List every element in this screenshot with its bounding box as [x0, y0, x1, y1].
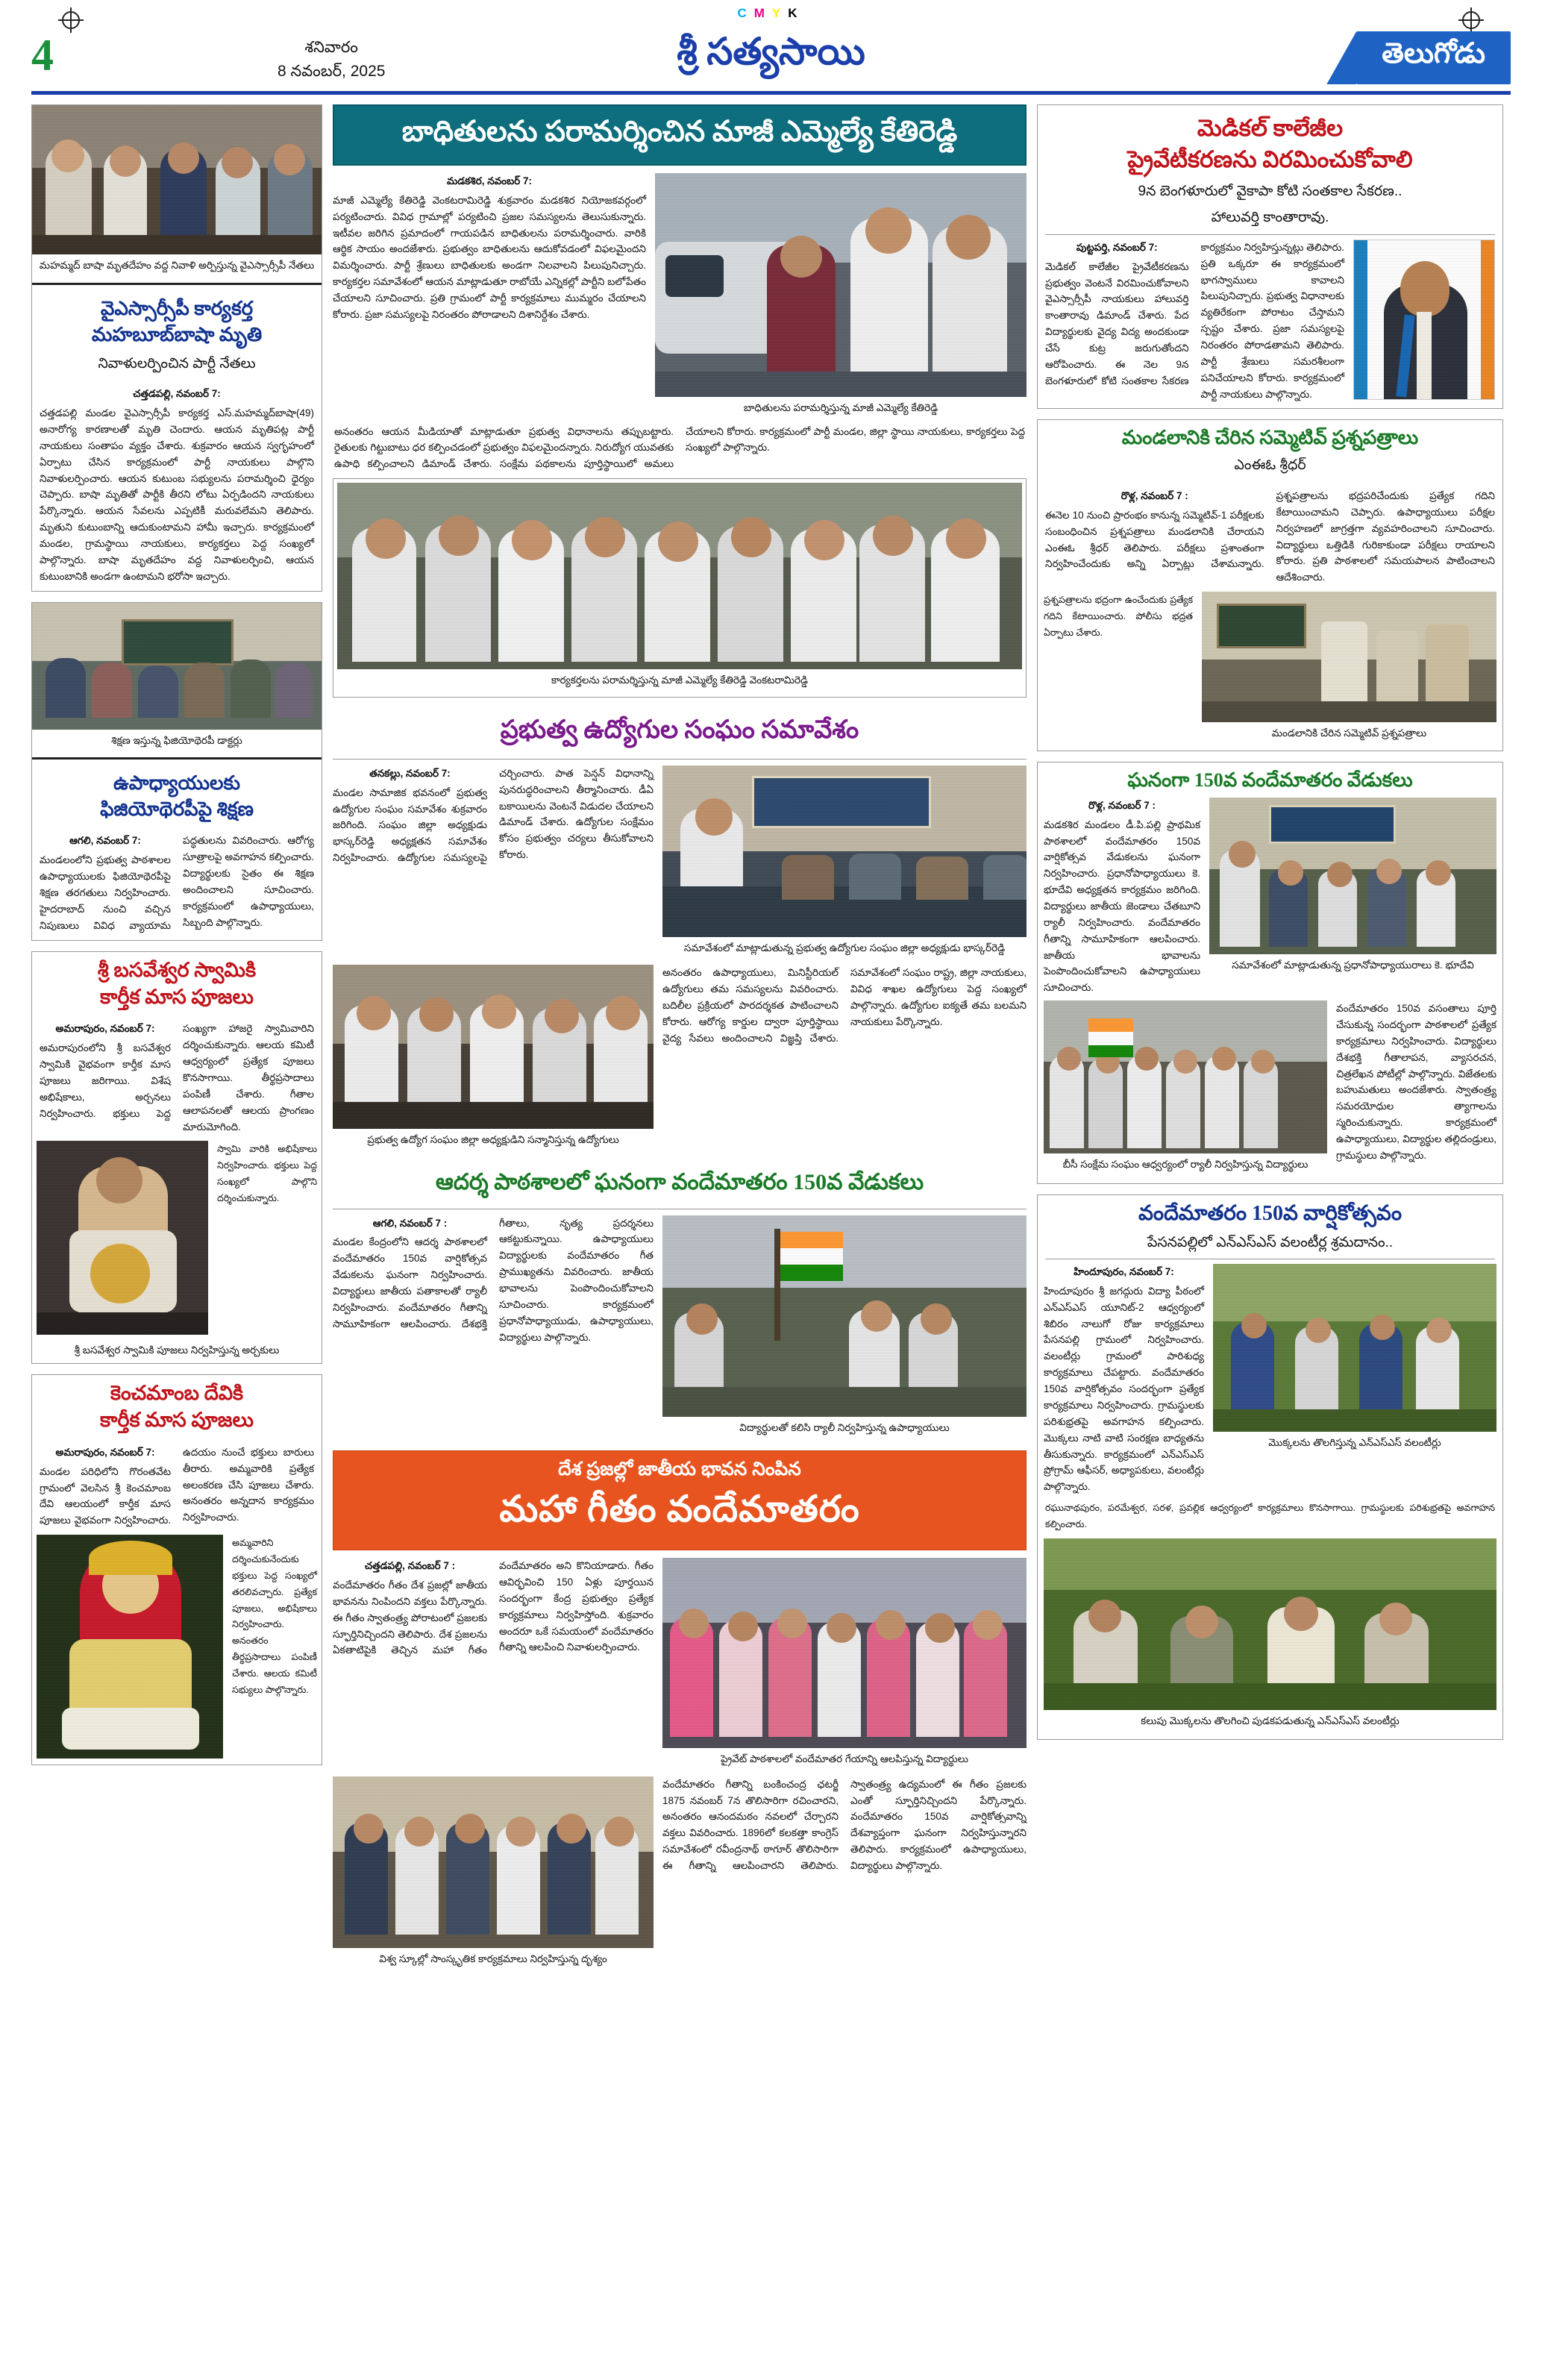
- story-text: మండల పరిధిలోని గొరంతవేట గ్రామంలో వెలసిన శ్రీ కెంచమాంబ దేవి ఆలయంలో కార్తీక మాస పూజలు వైభవంగా నిర్వహించారు. ఉదయం నుంచే భక్తులు బారులు తీరారు. అమ్మవారికి ప్రత్యేక అలంకరణ చేసి పూజలు చేశారు. అనంతరం అన్నదాన కార్యక్రమం నిర్వహించారు.: [40, 1446, 314, 1526]
- story-body-nss: [1044, 1264, 1204, 1495]
- photo-school-function: [1209, 798, 1496, 954]
- dateline: రొళ్ల, నవంబర్ 7 :: [1088, 799, 1156, 811]
- article-employees-union: [333, 708, 1027, 1153]
- column-center: [333, 104, 1027, 1982]
- headline-line-2: కార్తీక మాస పూజలు: [100, 1409, 254, 1432]
- dateline: తనకల్లు, నవంబర్ 7:: [369, 767, 451, 779]
- dateline: అమరాపురం, నవంబర్ 7:: [55, 1023, 155, 1035]
- photo-training-hall: [32, 603, 322, 730]
- column-left: [31, 104, 322, 1776]
- photo-caption: బీసీ సంక్షేమ సంఘం ఆధ్వర్యంలో ర్యాలీ నిర్వహిస్తున్న విద్యార్థులు: [1062, 1159, 1308, 1171]
- story-body-model-school: [333, 1215, 654, 1441]
- photo-caption: ప్రైవేట్ పాఠశాలలో వందేమాతర గేయాన్ని ఆలపిస్తున్న విద్యార్థులు: [721, 1753, 968, 1765]
- photo-caption: సమావేశంలో మాట్లాడుతున్న ప్రభుత్వ ఉద్యోగుల సంఘం జిల్లా అధ్యక్షుడు భాస్కర్‌రెడ్డి: [683, 942, 1006, 953]
- masthead-rule: [31, 91, 1511, 95]
- story-text: అమరాపురంలోని శ్రీ బసవేశ్వర స్వామికి వైభవంగా కార్తీక మాస పూజలు జరిగాయి. విశేష అభిషేకాలు, అర్చనలు నిర్వహించారు. భక్తులు పెద్ద సంఖ్యగా హాజరై స్వామివారిని దర్శించుకున్నారు. ఆలయ కమిటీ ఆధ్వర్యంలో ప్రత్యేక పూజలు కొనసాగాయి. తీర్థప్రసాదాలు పంపిణీ చేశారు. గీతాల ఆలాపనలతో ఆలయ ప్రాంగణం మారుమోగింది.: [40, 1023, 314, 1133]
- dateline: చత్తడపల్లి, నవంబర్ 7 :: [364, 1560, 456, 1572]
- headline-150-vandemataram: ఘనంగా 150వ వందేమాతరం వేడుకలు: [1127, 768, 1413, 791]
- headline-medical-college: [1038, 105, 1502, 180]
- headline-line-1: వైఎస్సార్సీపీ కార్యకర్త: [100, 297, 254, 319]
- story-text: అనంతరం ఆయన మీడియాతో మాట్లాడుతూ ప్రభుత్వ విధానాలను తప్పుబట్టారు. రైతులకు గిట్టుబాటు ధర కల్పించడంలో ప్రభుత్వం విఫలమైందన్నారు. నిరుద్యోగ యువతకు ఉపాధి కల్పించాలని డిమాండ్ చేశారు. సంక్షేమ పథకాలను పూర్తిస్థాయిలో అమలు చేయాలని కోరారు. కార్యక్రమంలో పార్టీ మండల, జిల్లా స్థాయి నాయకులు, కార్యకర్తలు పెద్ద సంఖ్యలో పాల్గొన్నారు.: [334, 425, 1025, 470]
- dateline: చత్తడపల్లి, నవంబర్ 7:: [133, 388, 221, 400]
- headline-line-1: కెంచమాంబ దేవికి: [110, 1381, 244, 1404]
- dateline: రొళ్ల, నవంబర్ 7 :: [1121, 490, 1188, 502]
- article-physiotherapy-training: [31, 602, 322, 941]
- headline-line-2: ఫిజియోథెరపీపై శిక్షణ: [100, 798, 254, 821]
- headline-line-1: ఉపాధ్యాయులకు: [113, 772, 240, 795]
- photo-caption: మండలానికి చేరిన సమ్మెటివ్ ప్రశ్నపత్రాలు: [1271, 727, 1427, 739]
- photo-mla-group: [337, 483, 1022, 669]
- photo-school-rally: [662, 1215, 1027, 1417]
- headline-line-2: కార్తీక మాస పూజలు: [100, 985, 254, 1008]
- story-text: ఈనెల 10 నుంచి ప్రారంభం కానున్న సమ్మెటివ్-1 పరీక్షలకు సంబంధించిన ప్రశ్నపత్రాలు మండలానికి చేరాయని ఎంఈఓ శ్రీధర్ తెలిపారు. పరీక్షలు ప్రశాంతంగా నిర్వహించేందుకు అన్ని ఏర్పాట్లు చేశామన్నారు. ప్రశ్నపత్రాలను భద్రపరిచేందుకు ప్రత్యేక గదిని కేటాయించామని చెప్పారు. ఉపాధ్యాయులు పరీక్షల నిర్వహణలో జాగ్రత్తగా వ్యవహరించాలని సూచించారు. విద్యార్థులు ఒత్తిడికి గురికాకుండా పరీక్షలు రాయాలని కోరారు. ప్రతి పాఠశాలలో సమయపాలన పాటించాలని ఆదేశించారు.: [1045, 490, 1495, 583]
- story-text: అనంతరం ఉపాధ్యాయులు, మినిస్టీరియల్ ఉద్యోగులు తమ సమస్యలను వివరించారు. బదిలీల ప్రక్రియలో పారదర్శకత పాటించాలని కోరారు. ఆరోగ్య కార్డుల ద్వారా పూర్తిస్థాయి వైద్య సేవలు అందించాలని విజ్ఞప్తి చేశారు. సమావేశంలో సంఘం రాష్ట్ర, జిల్లా నాయకులు, వివిధ శాఖల ఉద్యోగులు పెద్ద సంఖ్యలో పాల్గొన్నారు. ఉద్యోగుల ఐక్యతే తమ బలమని నాయకులు పేర్కొన్నారు.: [662, 967, 1027, 1044]
- photo-caption: శిక్షణ ఇస్తున్న ఫిజియోథెరపీ డాక్టర్లు: [111, 734, 242, 746]
- story-text: మండల కేంద్రంలోని ఆదర్శ పాఠశాలలో వందేమాతరం 150వ వార్షికోత్సవ వేడుకలను ఘనంగా నిర్వహించారు. విద్యార్థులు జాతీయ పతాకాలతో ర్యాలీ నిర్వహించారు. వందేమాతరం గీతాన్ని సామూహికంగా ఆలపించారు. దేశభక్తి గీతాలు, నృత్య ప్రదర్శనలు ఆకట్టుకున్నాయి. ఉపాధ్యాయులు విద్యార్థులకు వందేమాతరం గీత ప్రాముఖ్యతను వివరించారు. జాతీయ భావాలను పెంపొందించుకోవాలని సూచించారు. కార్యక్రమంలో ప్రధానోపాధ్యాయుడు, ఉపాధ్యాయులు, విద్యార్థులు పాల్గొన్నారు.: [333, 1217, 654, 1343]
- photo-students-singing: [662, 1558, 1027, 1748]
- photo-caption: మహమ్మద్ బాషా మృతదేహం వద్ద నివాళి అర్పిస్తున్న వైఎస్సార్సీపీ నేతలు: [39, 260, 315, 271]
- headline-line-2: ప్రైవేటీకరణను విరమించుకోవాలి: [1127, 145, 1413, 172]
- photo-caption: విద్యార్థులతో కలిసి ర్యాలీ నిర్వహిస్తున్న ఉపాధ్యాయులు: [739, 1421, 950, 1433]
- headline-physiotherapy: [32, 765, 322, 827]
- story-text: వందేమాతరం గీతాన్ని బంకించంద్ర ఛటర్జీ 1875 నవంబర్ 7న తొలిసారిగా రచించారని, అనంతరం ఆనందమఠం నవలలో చేర్చారని వక్తలు వివరించారు. 1896లో కలకత్తా కాంగ్రెస్ సమావేశంలో రవీంద్రనాథ్ ఠాగూర్ తొలిసారిగా ఈ గీతాన్ని ఆలపించారని తెలిపారు. స్వాతంత్ర్య ఉద్యమంలో ఈ గీతం ప్రజలకు ఎంతో స్ఫూర్తినిచ్చిందని పేర్కొన్నారు. వందేమాతరం 150వ వార్షికోత్సవాన్ని దేశవ్యాప్తంగా ఘనంగా నిర్వహిస్తున్నారని తెలిపారు. కార్యక్రమంలో ఉపాధ్యాయులు, విద్యార్థులు పాల్గొన్నారు.: [662, 1778, 1027, 1871]
- photo-student-rally: [1044, 1000, 1327, 1153]
- story-body-ysrcp: [32, 380, 322, 590]
- story-text: మండలంలోని ప్రభుత్వ పాఠశాలల ఉపాధ్యాయులకు ఫిజియోథెరపీపై శిక్షణ తరగతులు నిర్వహించారు. హైదరాబాద్ నుంచి వచ్చిన నిపుణులు వివిధ వ్యాయామ పద్ధతులను వివరించారు. ఆరోగ్య సూత్రాలపై అవగాహన కల్పించారు. విద్యార్థులకు సైతం ఈ శిక్షణ అందించాలని సూచించారు. కార్యక్రమంలో ఉపాధ్యాయులు, సిబ్బంది పాల్గొన్నారు.: [40, 835, 314, 931]
- weekday-label: శనివారం: [304, 39, 358, 56]
- headline-basaveshwara: [32, 952, 322, 1015]
- photo-caption: సమావేశంలో మాట్లాడుతున్న ప్రధానోపాధ్యాయురాలు కె. భూదేవి: [1232, 959, 1474, 971]
- story-body-vandemataram-right: [662, 1776, 1027, 1972]
- cmyk-color-bar: [737, 6, 804, 21]
- dateline: ఆగలి, నవంబర్ 7:: [69, 835, 141, 847]
- headline-subtext-2: హాలువర్తి కాంతారావు.: [1211, 210, 1329, 226]
- photo-caption: శ్రీ బసవేశ్వర స్వామికి పూజలు నిర్వహిస్తున్న అర్చకులు: [74, 1344, 280, 1356]
- story-text: హిందూపురం శ్రీ జగద్గురు విద్యా పీఠంలో ఎన్ఎస్ఎస్ యూనిట్-2 ఆధ్వర్యంలో శిబిరం నాలుగో రోజు కార్యక్రమాలు పేసనపల్లి గ్రామంలో నిర్వహించారు. వలంటీర్లు గ్రామంలో పారిశుధ్య కార్యక్రమాలు చేపట్టారు. వందేమాతరం 150వ వార్షికోత్సవం సందర్భంగా ప్రత్యేక కార్యక్రమాలు నిర్వహించారు. గ్రామస్థులకు పరిశుభ్రతపై అవగాహన కల్పించారు. మొక్కలు నాటి వాటి సంరక్షణ బాధ్యతను తీసుకున్నారు. కార్యక్రమంలో ఎన్ఎస్ఎస్ ప్రోగ్రామ్ ఆఫీసర్, అధ్యాపకులు, వలంటీర్లు పాల్గొన్నారు.: [1044, 1285, 1204, 1493]
- photo-caption: కలుపు మొక్కలను తొలగించి పుడకపడుతున్న ఎన్ఎస్ఎస్ వలంటీర్లు: [1141, 1714, 1400, 1726]
- story-text-continued: స్వామి వారికి అభిషేకాలు నిర్వహించారు. భక్తులు పెద్ద సంఖ్యలో పాల్గొని దర్శించుకున్నారు.: [217, 1144, 317, 1203]
- headline-nss-anniversary: [1038, 1195, 1502, 1233]
- headline-line-1: శ్రీ బసవేశ్వర స్వామికి: [97, 958, 257, 981]
- headline-kenchamamba: [32, 1375, 322, 1438]
- story-text-continued: అమ్మవారిని దర్శించుకునేందుకు భక్తులు పెద్ద సంఖ్యలో తరలివచ్చారు. ప్రత్యేక పూజలు, అభిషేకాలు నిర్వహించారు. అనంతరం తీర్థప్రసాదాలు పంపిణీ చేశారు. ఆలయ కమిటీ సభ్యులు పాల్గొన్నారు.: [232, 1538, 317, 1695]
- story-body-vandemataram-left: [333, 1558, 654, 1772]
- story-body-basaveshwara-side: [217, 1141, 317, 1335]
- photo-goddess-idol: [37, 1535, 223, 1759]
- headline-main: మహా గీతం వందేమాతరం: [499, 1488, 860, 1530]
- headline-model-school: ఆదర్శ పాఠశాలలో ఘనంగా వందేమాతరం 150వ వేడుకలు: [435, 1170, 924, 1195]
- photo-mla-roadside: [655, 173, 1027, 397]
- cmyk-c: C: [737, 6, 754, 20]
- dateline: మడకశిర, నవంబర్ 7:: [446, 175, 533, 187]
- article-basaveshwara-pooja: [31, 951, 322, 1364]
- dateline: అమరాపురం, నవంబర్ 7:: [55, 1446, 155, 1458]
- headline-question-papers: మండలానికి చేరిన సమ్మెటివ్ ప్రశ్నపత్రాలు: [1121, 427, 1419, 449]
- headline-subtext: నివాళులర్పించిన పార్టీ నేతలు: [98, 355, 256, 372]
- dateline: హిందూపురం, నవంబర్ 7:: [1074, 1266, 1174, 1278]
- story-text: వందేమాతరం గీతం దేశ ప్రజల్లో జాతీయ భావనను నింపిందని వక్తలు పేర్కొన్నారు. ఈ గీతం స్వాతంత్ర్య పోరాటంలో ప్రజలకు స్ఫూర్తినిచ్చిందని తెలిపారు. దేశ ప్రజలను ఏకతాటిపైకి తెచ్చిన మహా గీతం వందేమాతరం అని కొనియాడారు. గీతం ఆవిర్భవించి 150 ఏళ్లు పూర్తయిన సందర్భంగా కేంద్ర ప్రభుత్వం ప్రత్యేక కార్యక్రమాలు నిర్వహిస్తోంది. శుక్రవారం అందరూ ఒకే సమయంలో వందేమాతరం గీతాన్ని ఆలపించి నివాళులర్పించారు.: [333, 1560, 654, 1656]
- article-vandemataram-feature: [333, 1450, 1027, 1971]
- story-text: మండల సామాజిక భవనంలో ప్రభుత్వ ఉద్యోగుల సంఘం సమావేశం శుక్రవారం జరిగింది. సంఘం జిల్లా అధ్యక్షుడు భాస్కర్‌రెడ్డి అధ్యక్షతన సమావేశం నిర్వహించారు. ఉద్యోగుల సమస్యలపై చర్చించారు. పాత పెన్షన్ విధానాన్ని పునరుద్ధరించాలని తీర్మానించారు. డీఏ బకాయిలను వెంటనే విడుదల చేయాలని డిమాండ్ చేశారు. ఉద్యోగుల సంక్షేమం కోసం ప్రభుత్వం చర్యలు తీసుకోవాలని కోరారు.: [333, 767, 654, 864]
- registration-mark: [1458, 7, 1484, 33]
- story-body-physiotherapy: [32, 827, 322, 939]
- photo-caption: విశ్వ స్కూల్లో సాంస్కృతిక కార్యక్రమాలు నిర్వహిస్తున్న దృశ్యం: [379, 1952, 607, 1964]
- article-medical-college: [1037, 104, 1503, 409]
- story-body-question-papers: [1038, 482, 1502, 592]
- story-body-kenchamamba: [32, 1438, 322, 1535]
- page-content: [31, 104, 1511, 1982]
- headline-employees-union: ప్రభుత్వ ఉద్యోగుల సంఘం సమావేశం: [500, 715, 859, 744]
- story-text: వందేమాతరం 150వ వసంతాలు పూర్తి చేసుకున్న సందర్భంగా పాఠశాలలో ప్రత్యేక కార్యక్రమాలు నిర్వహించారు. విద్యార్థులు దేశభక్తి గీతాలాపన, వ్యాసరచన, చిత్రలేఖన పోటీల్లో పాల్గొన్నారు. విజేతలకు బహుమతులు అందజేశారు. స్వాతంత్ర్య సమరయోధుల త్యాగాలను స్మరించుకున్నారు. కార్యక్రమంలో ఉపాధ్యాయులు, విద్యార్థుల తల్లిదండ్రులు, గ్రామస్థులు పాల్గొన్నారు.: [1336, 1003, 1496, 1161]
- photo-nss-shramadanam: [1213, 1264, 1496, 1432]
- date-label: 8 నవంబర్, 2025: [278, 62, 386, 80]
- headline-kicker: దేశ ప్రజల్లో జాతీయ భావన నింపిన: [558, 1459, 801, 1480]
- headline-line-2: మహబూబ్‌బాషా మృతి: [91, 323, 263, 345]
- story-body-basaveshwara-top: [32, 1015, 322, 1141]
- story-text: మడకశిర మండలం డీ.పి.పల్లి ప్రాథమిక పాఠశాలలో వందేమాతరం 150వ వార్షికోత్సవ వేడుకలను ఘనంగా నిర్వహించారు. ప్రధానోపాధ్యాయులు కె. భూదేవి అధ్యక్షతన కార్యక్రమం జరిగింది. విద్యార్థులు జాతీయ జెండాలు చేతబూని ర్యాలీ నిర్వహించారు. వందేమాతరం గీతాన్ని సామూహికంగా ఆలపించారు. జాతీయ భావాలను పెంపొందించుకోవాలని ఉపాధ్యాయులు సూచించారు.: [1044, 818, 1200, 994]
- cmyk-k: K: [788, 6, 805, 20]
- article-150-vandemataram: [1037, 762, 1503, 1184]
- photo-temple-priest: [37, 1141, 208, 1335]
- story-body-mla-right: [333, 421, 1027, 479]
- story-body-mla-left: [333, 173, 646, 421]
- photo-caption: ప్రభుత్వ ఉద్యోగ సంఘం జిల్లా అధ్యక్షుడిని సన్మానిస్తున్న ఉద్యోగులు: [367, 1134, 619, 1146]
- photo-union-meeting: [662, 765, 1027, 937]
- story-body-medical: [1045, 239, 1344, 403]
- article-kenchamamba-pooja: [31, 1374, 322, 1765]
- article-mla-visit: [333, 104, 1027, 698]
- story-body-150-left: [1044, 798, 1200, 996]
- cmyk-m: M: [753, 6, 772, 20]
- article-nss-camp: వందేమాతరం 150వ వార్షికోత్సవం పేసనపల్లిలో ఎన్ఎస్ఎస్ వలంటీర్ల శ్రమదానం.. హిందూపురం, నవంబర్ 7: హిందూపురం శ్రీ జగద్గురు విద్యా పీఠంలో ఎన్ఎస్ఎస్ యూనిట్-2 ఆధ్వర్యంలో శిబిరం నాలుగో రోజు కార్యక్రమాలు పేసనపల్లి గ్రామంలో నిర్వహించారు. వలంటీర్లు గ్రామంలో పారిశుధ్య కార్యక్రమాలు చేపట్టారు. వందేమాతరం 150వ వార్షికోత్సవం సందర్భంగా ప్రత్యేక కార్యక్రమాలు నిర్వహించారు. గ్రామస్థులకు పరిశుభ్రతపై అవగాహన కల్పించారు. మొక్కలు నాటి వాటి సంరక్షణ బాధ్యతను తీసుకున్నారు. కార్యక్రమంలో ఎన్ఎస్ఎస్ ప్రోగ్రామ్ ఆఫీసర్, అధ్యాపకులు, వలంటీర్లు పాల్గొన్నారు. మొక్కలను తొలగిస్తున్న ఎన్ఎస్ఎస్ వలంటీర్లు రఘునాథపురం, పరమేశ్వర, సరళ, ప్రవల్లిక ఆధ్వర్యంలో కార్యక్రమాలు కొనసాగాయి. గ్రామస్థులకు పరిశుభ్రతపై అవగాహన కల్పించారు. కలుపు మొక్కలను తొలగించి పుడకపడుతున్న ఎన్ఎస్ఎస్ వలంటీర్లు: [1037, 1194, 1503, 1741]
- headline-subtext-1: 9న బెంగళూరులో వైకాపా కోటి సంతకాల సేకరణ..: [1138, 183, 1402, 199]
- headline-ysrcp-worker: [32, 291, 322, 352]
- dateline: పుట్టపర్తి, నవంబర్ 7:: [1076, 241, 1158, 253]
- story-body-union-right: [662, 965, 1027, 1153]
- page-number: 4: [31, 31, 54, 80]
- photo-condolence: [32, 105, 322, 254]
- photo-caption: కార్యకర్తలను పరామర్శిస్తున్న మాజీ ఎమ్మెల్యే కేతిరెడ్డి వెంకటరామిరెడ్డి: [551, 674, 809, 686]
- photo-nss-weeding: [1044, 1538, 1496, 1710]
- photo-question-papers-room: [1202, 592, 1496, 722]
- photo-union-felicitation: [333, 965, 654, 1129]
- headline-mla-visit: బాధితులను పరామర్శించిన మాజీ ఎమ్మెల్యే కేతిరెడ్డి: [333, 104, 1027, 166]
- headline-subtext: ఎంఈఓ శ్రీధర్: [1234, 457, 1306, 474]
- article-ysrcp-worker-death: [31, 104, 322, 592]
- date-block: [278, 36, 385, 83]
- story-text: చత్తడపల్లి మండల వైఎస్సార్సీపీ కార్యకర్త ఎస్.మహమ్మద్‌బాషా(49) అనారోగ్య కారణాలతో మృతి చెందారు. ఆయన మృతిపట్ల పార్టీ నాయకులు సంతాపం వ్యక్తం చేశారు. శుక్రవారం ఆయన స్వగృహంలో ఏర్పాటు చేసిన కార్యక్రమంలో పార్టీ నాయకులు పాల్గొని నివాళులర్పించారు. ఆయన కుటుంబ సభ్యులను పరామర్శించి ధైర్యం చెప్పారు. బాషా మృతితో పార్టీకి తీరని లోటు ఏర్పడిందని నాయకులు పేర్కొన్నారు. ఆయన సేవలను ఎప్పటికీ మరువలేమని తెలిపారు. మృతుని కుటుంబాన్ని ఆదుకుంటామని హామీ ఇచ్చారు. కార్యక్రమంలో మండల, గ్రామస్థాయి నాయకులు, కార్యకర్తలు పెద్ద సంఖ్యలో పాల్గొన్నారు. బాషా మృతదేహం వద్ద నివాళులర్పించి, ఆయన కుటుంబానికి అండగా ఉంటామని భరోసా ఇచ్చారు.: [40, 407, 314, 582]
- photo-caption: మొక్కలను తొలగిస్తున్న ఎన్ఎస్ఎస్ వలంటీర్లు: [1268, 1437, 1441, 1449]
- paper-title: శ్రీ సత్యసాయి: [677, 31, 865, 72]
- headline-line-1: వందేమాతరం 150వ వార్షికోత్సవం: [1138, 1201, 1402, 1225]
- masthead: [31, 31, 1511, 84]
- story-body-150-right: [1336, 1000, 1496, 1177]
- headline-vandemataram-feature: [333, 1450, 1027, 1550]
- article-model-school-vandemataram: [333, 1163, 1027, 1440]
- column-right: [1037, 104, 1503, 1750]
- headline-subtext: పేసనపల్లిలో ఎన్ఎస్ఎస్ వలంటీర్ల శ్రమదానం..: [1147, 1234, 1394, 1250]
- story-body-union-left: [333, 765, 654, 961]
- cmyk-y: Y: [771, 6, 789, 20]
- article-question-papers: మండలానికి చేరిన సమ్మెటివ్ ప్రశ్నపత్రాలు ఎంఈఓ శ్రీధర్ రొళ్ల, నవంబర్ 7 : ఈనెల 10 నుంచి ప్రారంభం కానున్న సమ్మెటివ్-1 పరీక్షలకు సంబంధించిన ప్రశ్నపత్రాలు మండలానికి చేరాయని ఎంఈఓ శ్రీధర్ తెలిపారు. పరీక్షలు ప్రశాంతంగా నిర్వహించేందుకు అన్ని ఏర్పాట్లు చేశామన్నారు. ప్రశ్నపత్రాలను భద్రపరిచేందుకు ప్రత్యేక గదిని కేటాయించామని చెప్పారు. ఉపాధ్యాయులు పరీక్షల నిర్వహణలో జాగ్రత్తగా వ్యవహరించాలని సూచించారు. విద్యార్థులు ఒత్తిడికి గురికాకుండా పరీక్షలు రాయాలని కోరారు. ప్రతి పాఠశాలలో సమయపాలన పాటించాలని ఆదేశించారు. ప్రశ్నపత్రాలను భద్రంగా ఉంచేందుకు ప్రత్యేక గదిని కేటాయించారు. పోలీసు భద్రత ఏర్పాటు చేశారు. మండలానికి చేరిన సమ్మెటివ్ ప్రశ్నపత్రాలు: [1037, 419, 1503, 751]
- edition-badge: తెలుగోడు: [1356, 31, 1511, 84]
- dateline: ఆగలి, నవంబర్ 7 :: [372, 1217, 448, 1229]
- registration-mark: [58, 7, 84, 33]
- story-text: మాజీ ఎమ్మెల్యే కేతిరెడ్డి వెంకటరామిరెడ్డి శుక్రవారం మడకశిర నియోజకవర్గంలో పర్యటించారు. వివిధ గ్రామాల్లో పర్యటించి ప్రజల సమస్యలను తెలుసుకున్నారు. ఇటీవల జరిగిన ప్రమాదంలో గాయపడిన బాధితులను పరామర్శించారు. వారికి ఆర్థిక సాయం అందజేశారు. ప్రభుత్వం బాధితులను ఆదుకోవడంలో విఫలమైందని విమర్శించారు. పార్టీ శ్రేణులు బాధితులకు అండగా నిలవాలని పిలుపునిచ్చారు. కార్యకర్తల సమావేశంలో ఆయన మాట్లాడుతూ రాబోయే ఎన్నికల్లో పార్టీని బలోపేతం చేయాలని సూచించారు. ప్రతి గ్రామంలో పార్టీ కార్యక్రమాలు ముమ్మరం చేయాలని కోరారు. ప్రజా సమస్యలపై నిరంతరం పోరాడాలని దిశానిర్దేశం చేశారు.: [333, 194, 646, 320]
- photo-school-cultural: [333, 1776, 654, 1948]
- headline-line-1: మెడికల్ కాలేజీల: [1197, 115, 1344, 141]
- story-text: మెడికల్ కాలేజీల ప్రైవేటీకరణను ప్రభుత్వం వెంటనే విరమించుకోవాలని వైఎస్సార్సీపీ నాయకులు హాలువర్తి కాంతారావు డిమాండ్ చేశారు. పేద విద్యార్థులకు వైద్య విద్య అందకుండా చేసే కుట్ర జరుగుతోందని ఆరోపించారు. ఈ నెల 9న బెంగళూరులో కోటి సంతకాల సేకరణ కార్యక్రమం నిర్వహిస్తున్నట్లు తెలిపారు. ప్రతి ఒక్కరూ ఈ కార్యక్రమంలో భాగస్వాములు కావాలని పిలుపునిచ్చారు. ప్రభుత్వ విధానాలకు వ్యతిరేకంగా పోరాటం చేస్తామని స్పష్టం చేశారు. ప్రజా సమస్యలపై నిరంతరం పోరాడతామని తెలిపారు. పార్టీ శ్రేణులు సమరశీలంగా పనిచేయాలని కోరారు. కార్యక్రమంలో పార్టీ నాయకులు పాల్గొన్నారు.: [1045, 241, 1344, 400]
- photo-leader-portrait: [1353, 239, 1495, 400]
- photo-caption: బాధితులను పరామర్శిస్తున్న మాజీ ఎమ్మెల్యే కేతిరెడ్డి: [743, 402, 938, 413]
